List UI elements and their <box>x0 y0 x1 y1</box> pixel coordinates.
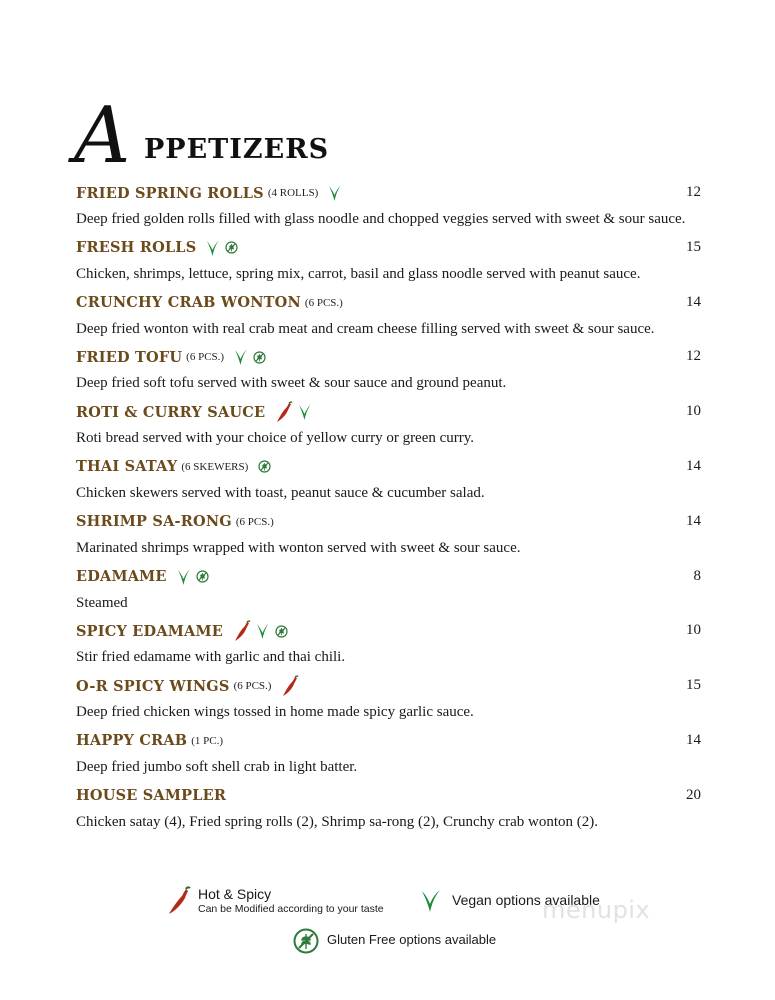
menu-item-price: 14 <box>686 731 701 748</box>
title-initial: A <box>74 91 131 181</box>
menu-item-quantity: (1 PC.) <box>191 734 224 747</box>
menu-item-quantity: (6 PCS.) <box>304 296 343 309</box>
title-rest: PPETIZERS <box>144 134 330 165</box>
menu-item-icons <box>234 348 266 366</box>
menu-item-name: CRUNCHY CRAB WONTON <box>76 294 301 312</box>
menu-item-icons <box>206 239 238 257</box>
gluten-free-icon <box>275 625 288 638</box>
legend-gluten <box>293 928 496 954</box>
menu-item <box>76 511 704 566</box>
chili-pepper-icon <box>166 886 192 916</box>
menu-item-name: HOUSE SAMPLER <box>76 787 227 805</box>
chili-pepper-icon <box>281 675 299 697</box>
menu-item <box>76 292 704 347</box>
menu-item <box>76 620 704 675</box>
gluten-free-icon <box>196 570 209 583</box>
menu-item <box>76 401 704 456</box>
menu-item <box>76 182 704 237</box>
menu-item-header <box>76 292 704 314</box>
gluten-free-icon <box>253 351 266 364</box>
menu-item-description: Chicken, shrimps, lettuce, spring mix, carrot, basil and glass noodle served with peanut sauce. <box>76 265 641 282</box>
menu-item-price: 14 <box>686 512 701 529</box>
menu-item-description: Deep fried golden rolls filled with glass noodle and chopped veggies served with sweet & sour sauce. <box>76 211 686 227</box>
gluten-free-icon <box>293 928 319 954</box>
section-title <box>74 91 394 181</box>
menu-item <box>76 730 704 785</box>
menu-list <box>76 182 704 840</box>
menu-item-header <box>76 730 704 752</box>
menu-item-description: Deep fried jumbo soft shell crab in light batter. <box>76 758 358 775</box>
menu-item <box>76 237 704 292</box>
menu-item-icons <box>177 568 209 586</box>
menu-item-name: O-R SPICY WINGS <box>76 677 230 695</box>
menu-item-price: 14 <box>686 293 701 310</box>
menu-item-name: HAPPY CRAB <box>76 732 188 750</box>
menu-item-header <box>76 182 704 204</box>
menu-item-name: EDAMAME <box>76 568 167 586</box>
menu-item-price: 8 <box>693 567 701 584</box>
legend-spicy-sub: Can be Modified according to your taste <box>198 903 384 915</box>
legend-gluten-label: Gluten Free options available <box>327 932 497 947</box>
gluten-free-icon <box>258 460 271 473</box>
menu-item-description: Steamed <box>76 594 128 611</box>
menu-item-price: 20 <box>686 786 701 803</box>
menu-item-name: THAI SATAY <box>76 458 178 476</box>
vegan-leaf-icon <box>420 888 442 914</box>
vegan-leaf-icon <box>298 403 312 421</box>
watermark: menupix <box>542 896 651 924</box>
menu-item-price: 14 <box>686 457 701 474</box>
legend-spicy-label: Hot & Spicy <box>198 886 272 902</box>
menu-item-price: 12 <box>686 184 701 200</box>
menu-item-name: FRESH ROLLS <box>76 239 197 257</box>
menu-item-quantity: (6 PCS.) <box>233 680 272 693</box>
menu-item-name: FRIED TOFU <box>76 348 183 366</box>
menu-item-header <box>76 346 704 368</box>
menu-item-name: SHRIMP SA-RONG <box>76 513 232 531</box>
vegan-leaf-icon <box>328 184 342 202</box>
menu-item-description: Deep fried wonton with real crab meat and cream cheese filling served with sweet & sour sauce. <box>76 320 655 337</box>
menu-item-price: 15 <box>686 677 701 694</box>
menu-item-header <box>76 237 704 259</box>
gluten-free-icon <box>225 241 238 254</box>
menu-item-icons <box>328 184 342 202</box>
vegan-leaf-icon <box>234 348 248 366</box>
menu-item <box>76 675 704 730</box>
chili-pepper-icon <box>275 401 293 423</box>
vegan-leaf-icon <box>177 568 191 586</box>
menu-item-header <box>76 620 704 642</box>
menu-item-name: SPICY EDAMAME <box>76 622 223 640</box>
menu-item-header <box>76 456 704 478</box>
menu-item-icons <box>233 620 288 642</box>
menu-item-description: Deep fried soft tofu served with sweet & sour sauce and ground peanut. <box>76 375 507 392</box>
menu-item-price: 15 <box>686 238 701 255</box>
menu-item <box>76 566 704 621</box>
menu-item <box>76 346 704 401</box>
menu-item-description: Chicken skewers served with toast, peanut sauce & cucumber salad. <box>76 484 485 501</box>
menu-item-quantity: (4 ROLLS) <box>267 187 319 199</box>
menu-item-description: Deep fried chicken wings tossed in home made spicy garlic sauce. <box>76 704 474 721</box>
menu-item-name: ROTI & CURRY SAUCE <box>76 403 266 421</box>
menu-item-quantity: (6 PCS.) <box>186 351 225 364</box>
menu-item-description: Roti bread served with your choice of yellow curry or green curry. <box>76 430 475 447</box>
menu-item-description: Chicken satay (4), Fried spring rolls (2), Shrimp sa-rong (2), Crunchy crab wonton (2). <box>76 813 598 830</box>
menu-item-header <box>76 675 704 697</box>
menu-item-header <box>76 785 704 807</box>
legend-vegan-label: Vegan options available <box>452 892 600 908</box>
menu-item-header <box>76 566 704 588</box>
menu-item-description: Stir fried edamame with garlic and thai chili. <box>76 649 346 666</box>
menu-item-header <box>76 511 704 533</box>
menu-item-name: FRIED SPRING ROLLS <box>76 184 264 202</box>
menu-item-quantity: (6 PCS.) <box>235 515 274 528</box>
menu-item-icons <box>281 675 299 697</box>
menu-item-header <box>76 401 704 423</box>
menu-item-description: Marinated shrimps wrapped with wonton served with sweet & sour sauce. <box>76 539 521 556</box>
menu-item <box>76 456 704 511</box>
legend-spicy <box>166 886 384 916</box>
menu-item-icons <box>275 401 312 423</box>
menu-item-price: 12 <box>686 348 701 365</box>
menu-item-price: 10 <box>686 622 701 639</box>
menu-item-quantity: (6 SKEWERS) <box>181 460 249 473</box>
menu-item-icons <box>258 460 271 473</box>
vegan-leaf-icon <box>256 622 270 640</box>
legend <box>0 880 775 960</box>
menu-item <box>76 785 704 840</box>
menu-item-price: 10 <box>686 403 701 420</box>
chili-pepper-icon <box>233 620 251 642</box>
vegan-leaf-icon <box>206 239 220 257</box>
